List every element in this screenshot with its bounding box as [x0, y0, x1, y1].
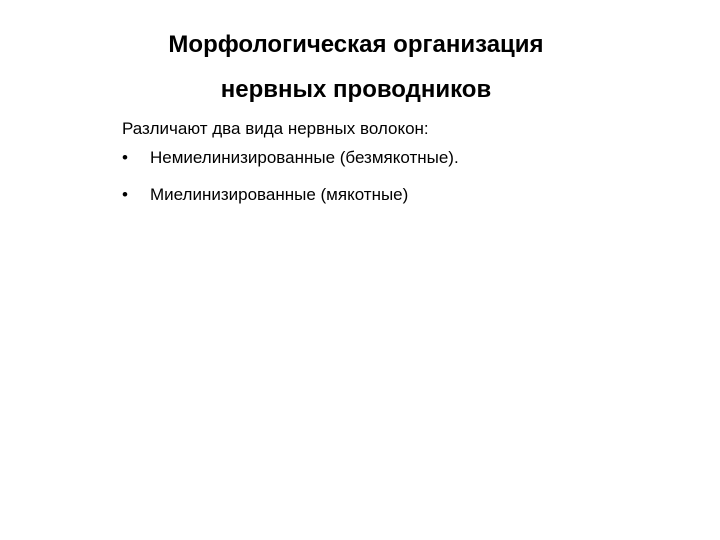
- bullet-dot-icon: •: [122, 185, 128, 204]
- bullet-text: Немиелинизированные (безмякотные).: [150, 148, 459, 167]
- slide-title-line-2: нервных проводников: [220, 76, 492, 103]
- slide-title-line-1: Морфологическая организация: [168, 31, 544, 58]
- bullet-dot-icon: •: [122, 148, 128, 167]
- intro-text: Различают два вида нервных волокон:: [122, 119, 429, 138]
- bullet-text: Миелинизированные (мякотные): [150, 185, 409, 204]
